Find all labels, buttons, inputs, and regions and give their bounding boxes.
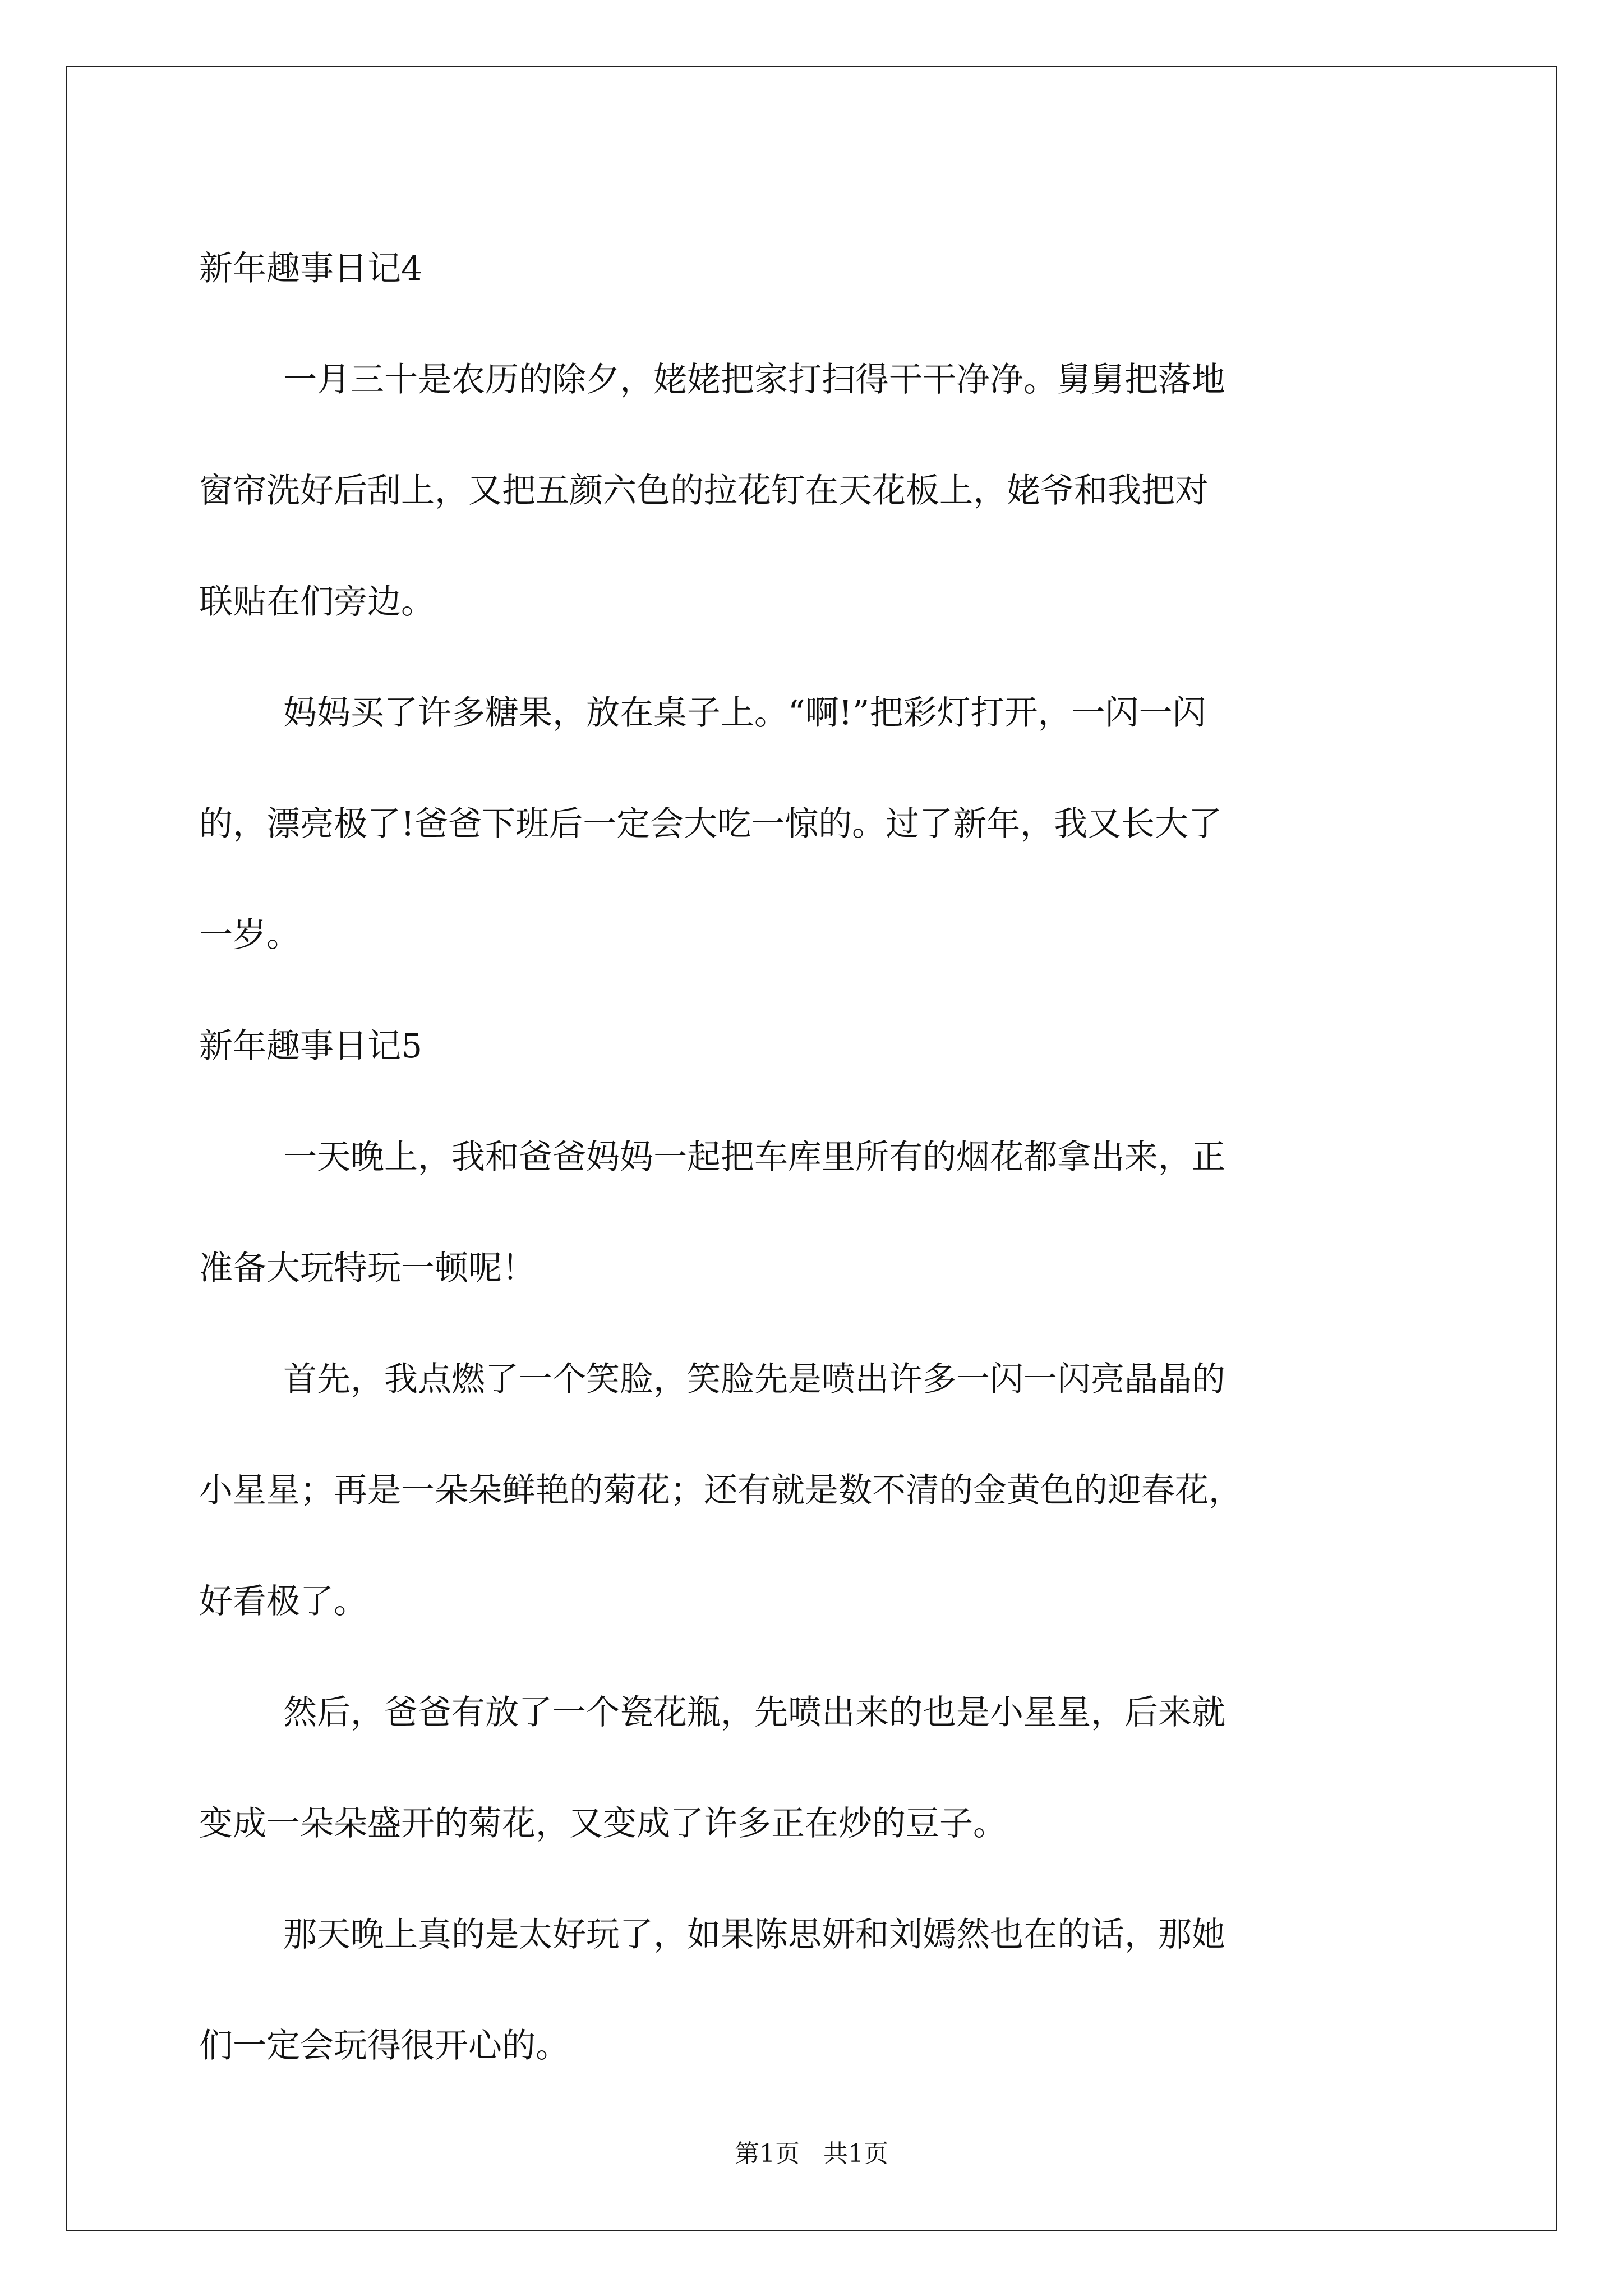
paragraph-line: 们一定会玩得很开心的。 — [199, 2026, 569, 2065]
paragraph-line: 小星星；再是一朵朵鲜艳的菊花；还有就是数不清的金黄色的迎春花， — [199, 1471, 1242, 1510]
paragraph-line: 妈妈买了许多糖果，放在桌子上。“啊!”把彩灯打开，一闪一闪 — [283, 693, 1206, 733]
heading-diary-5: 新年趣事日记5 — [199, 1027, 423, 1066]
paragraph-line: 首先，我点燃了一个笑脸，笑脸先是喷出许多一闪一闪亮晶晶的 — [283, 1360, 1225, 1399]
paragraph-line: 的，漂亮极了!爸爸下班后一定会大吃一惊的。过了新年，我又长大了 — [199, 804, 1223, 844]
document-body — [199, 213, 1433, 2101]
paragraph-line: 一月三十是农历的除夕，姥姥把家打扫得干干净净。舅舅把落地 — [283, 360, 1225, 399]
paragraph-line: 联贴在们旁边。 — [199, 582, 435, 622]
paragraph-line: 然后，爸爸有放了一个瓷花瓶，先喷出来的也是小星星，后来就 — [283, 1693, 1225, 1732]
paragraph-line: 一天晚上，我和爸爸妈妈一起把车库里所有的烟花都拿出来，正 — [283, 1138, 1225, 1177]
page-number-footer: 第1页 共1页 — [735, 2139, 888, 2168]
paragraph-line: 那天晚上真的是太好玩了，如果陈思妍和刘嫣然也在的话，那她 — [283, 1915, 1225, 1954]
paragraph-line: 一岁。 — [199, 915, 300, 955]
paragraph-line: 窗帘洗好后刮上，又把五颜六色的拉花钉在天花板上，姥爷和我把对 — [199, 471, 1209, 510]
paragraph-line: 好看极了。 — [199, 1582, 367, 1621]
paragraph-line: 准备大玩特玩一顿呢！ — [199, 1249, 536, 1288]
heading-diary-4: 新年趣事日记4 — [199, 249, 423, 288]
paragraph-line: 变成一朵朵盛开的菊花，又变成了许多正在炒的豆子。 — [199, 1804, 1007, 1843]
